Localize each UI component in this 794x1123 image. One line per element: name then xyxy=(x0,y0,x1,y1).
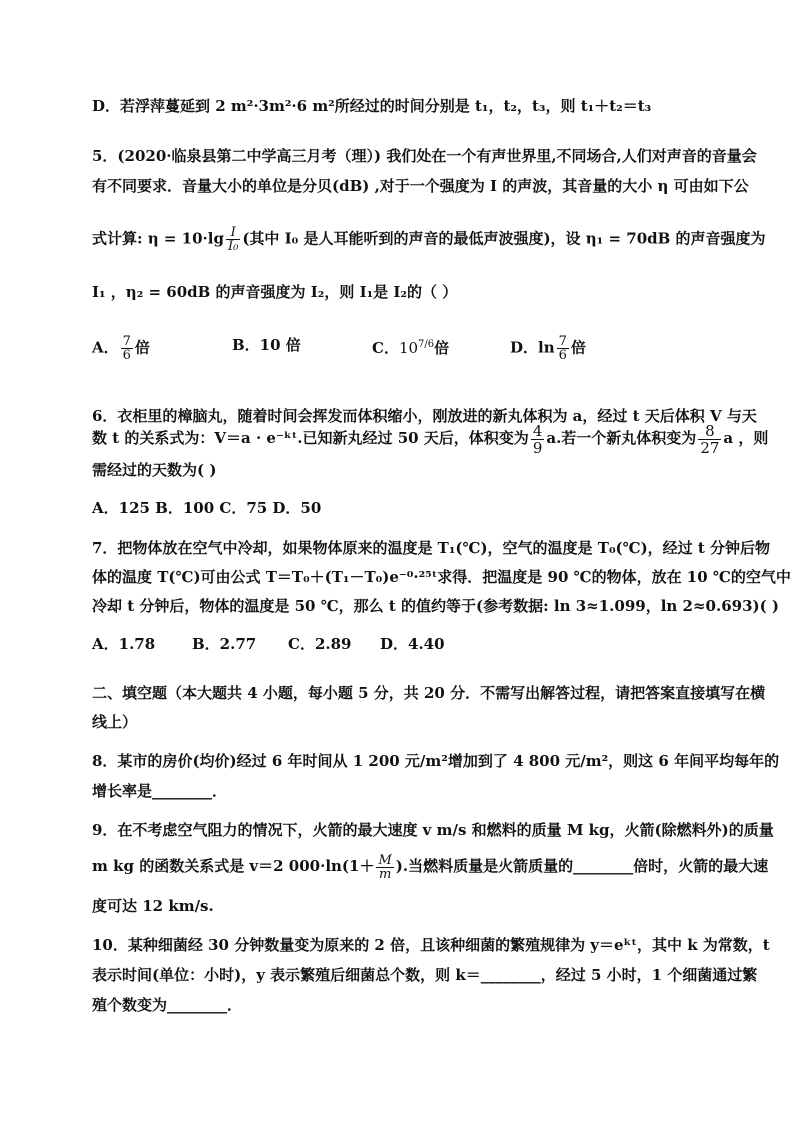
q9-fraction-m xyxy=(376,854,393,881)
q6-line2-a: 数 t 的关系式为：V＝a · e⁻ᵏᵗ.已知新丸经过 50 天后，体积变为 xyxy=(92,429,529,447)
q9-line2 xyxy=(92,846,769,886)
q5-formula-prefix: 式计算: η = 10·lg xyxy=(92,229,224,248)
q5-frac-num: I xyxy=(226,226,240,240)
q9-line2-a: m kg 的函数关系式是 v＝2 000·ln(1＋ xyxy=(92,857,375,875)
q9-line2-b: ).当燃料质量是火箭质量的________倍时，火箭的最大速 xyxy=(395,857,769,875)
q5-option-d-den: 6 xyxy=(558,348,567,363)
q5-option-a-suffix: 倍 xyxy=(134,338,150,357)
q7-option-a: A．1.78 xyxy=(92,635,156,653)
q7-option-c: C．2.89 xyxy=(288,635,352,653)
section2-heading-line1: 二、填空题（本大题共 4 小题，每小题 5 分，共 20 分．不需写出解答过程，请把答案直接填写在横 xyxy=(92,684,766,702)
q10-line3: 殖个数变为________． xyxy=(92,996,243,1014)
q5-option-c xyxy=(372,335,449,358)
q6-frac1-den: 9 xyxy=(532,438,543,457)
q5-option-a xyxy=(92,335,150,362)
q9-frac-num: M xyxy=(378,852,392,868)
q5-option-d-num: 7 xyxy=(558,334,567,349)
q6-line2-c: a ，则 xyxy=(723,429,769,447)
q6-frac2-num: 8 xyxy=(698,423,721,440)
q5-frac-den: I₀ xyxy=(227,239,239,254)
q5-stem-line4: I₁ ，η₂ = 60dB 的声音强度为 I₂，则 I₁是 I₂的（ ） xyxy=(92,283,458,301)
q7-option-b: B．2.77 xyxy=(192,635,257,653)
q5-stem-line1: 5．(2020·临泉县第二中学高三月考（理）) 我们处在一个有声世界里,不同场合,人们对声音的音量会 xyxy=(92,147,757,165)
q5-option-d-label: D．ln xyxy=(510,338,555,357)
q6-line1: 6．衣柜里的樟脑丸，随着时间会挥发而体积缩小，刚放进的新丸体积为 a，经过 t 天后体积 V 与天 xyxy=(92,407,757,425)
q8-line1: 8．某市的房价(均价)经过 6 年时间从 1 200 元/m²增加到了 4 800 元/m²，则这 6 年间平均每年的 xyxy=(92,752,780,770)
q9-line1: 9．在不考虑空气阻力的情况下，火箭的最大速度 v m/s 和燃料的质量 M kg，火箭(除燃料外)的质量 xyxy=(92,821,774,839)
q5-option-c-suffix: 倍 xyxy=(434,339,450,357)
q5-stem-line2: 有不同要求．音量大小的单位是分贝(dB) ,对于一个强度为 I 的声波，其音量的大小 η 可由如下公 xyxy=(92,177,749,195)
q4-option-d: D．若浮萍蔓延到 2 m²·3m²·6 m²所经过的时间分别是 t₁，t₂，t₃，则 t₁＋t₂＝t₃ xyxy=(92,97,652,115)
q5-option-b: B．10 倍 xyxy=(232,336,301,354)
q9-line3: 度可达 12 km/s. xyxy=(92,897,214,915)
q6-frac2-den: 27 xyxy=(700,438,720,457)
q5-formula-fraction xyxy=(226,226,240,253)
q5-formula-suffix: (其中 I₀ 是人耳能听到的声音的最低声波强度)，设 η₁ = 70dB 的声音强度为 xyxy=(242,229,766,248)
q5-option-a-num: 7 xyxy=(122,334,131,349)
q5-option-c-base: 10 xyxy=(398,339,419,357)
q5-option-a-label: A． xyxy=(92,338,119,357)
q10-line2: 表示时间(单位：小时)，y 表示繁殖后细菌总个数，则 k＝________，经过 5 小时，1 个细菌通过繁 xyxy=(92,966,758,984)
q10-line1: 10．某种细菌经 30 分钟数量变为原来的 2 倍，且该种细菌的繁殖规律为 y＝eᵏᵗ，其中 k 为常数，t xyxy=(92,936,770,954)
q6-line3: 需经过的天数为( ) xyxy=(92,461,217,479)
q7-option-d: D．4.40 xyxy=(380,635,445,653)
q7-line2: 体的温度 T(℃)可由公式 T＝T₀＋(T₁－T₀)e⁻⁰·²⁵ᵗ求得．把温度是 90 ℃的物体，放在 10 ℃的空气中 xyxy=(92,568,791,586)
q6-fraction-8-27 xyxy=(698,423,721,456)
q5-stem-line3 xyxy=(92,225,766,254)
q7-line1: 7．把物体放在空气中冷却，如果物体原来的温度是 T₁(℃)，空气的温度是 T₀(℃)，经过 t 分钟后物 xyxy=(92,539,771,557)
section2-heading-line2: 线上） xyxy=(92,713,138,731)
q6-options: A．125 B．100 C．75 D．50 xyxy=(92,499,322,517)
q5-option-c-exp: 7/6 xyxy=(418,339,435,350)
q8-line2: 增长率是________． xyxy=(92,782,228,800)
q6-frac1-num: 4 xyxy=(532,421,543,440)
q5-option-d xyxy=(510,335,586,362)
q5-option-c-label: C． xyxy=(372,339,399,357)
q5-option-a-fraction xyxy=(121,335,133,362)
q5-option-d-fraction xyxy=(557,335,569,362)
q9-frac-den: m xyxy=(378,866,392,882)
q6-fraction-4-9 xyxy=(531,423,545,456)
q6-line2-content xyxy=(92,418,769,458)
q5-option-a-den: 6 xyxy=(122,348,131,363)
q5-option-d-suffix: 倍 xyxy=(570,338,586,357)
q6-line2-b: a.若一个新丸体积变为 xyxy=(546,429,697,447)
q7-line3: 冷却 t 分钟后，物体的温度是 50 ℃，那么 t 的值约等于(参考数据: ln 3≈1.099，ln 2≈0.693)( ) xyxy=(92,597,780,615)
